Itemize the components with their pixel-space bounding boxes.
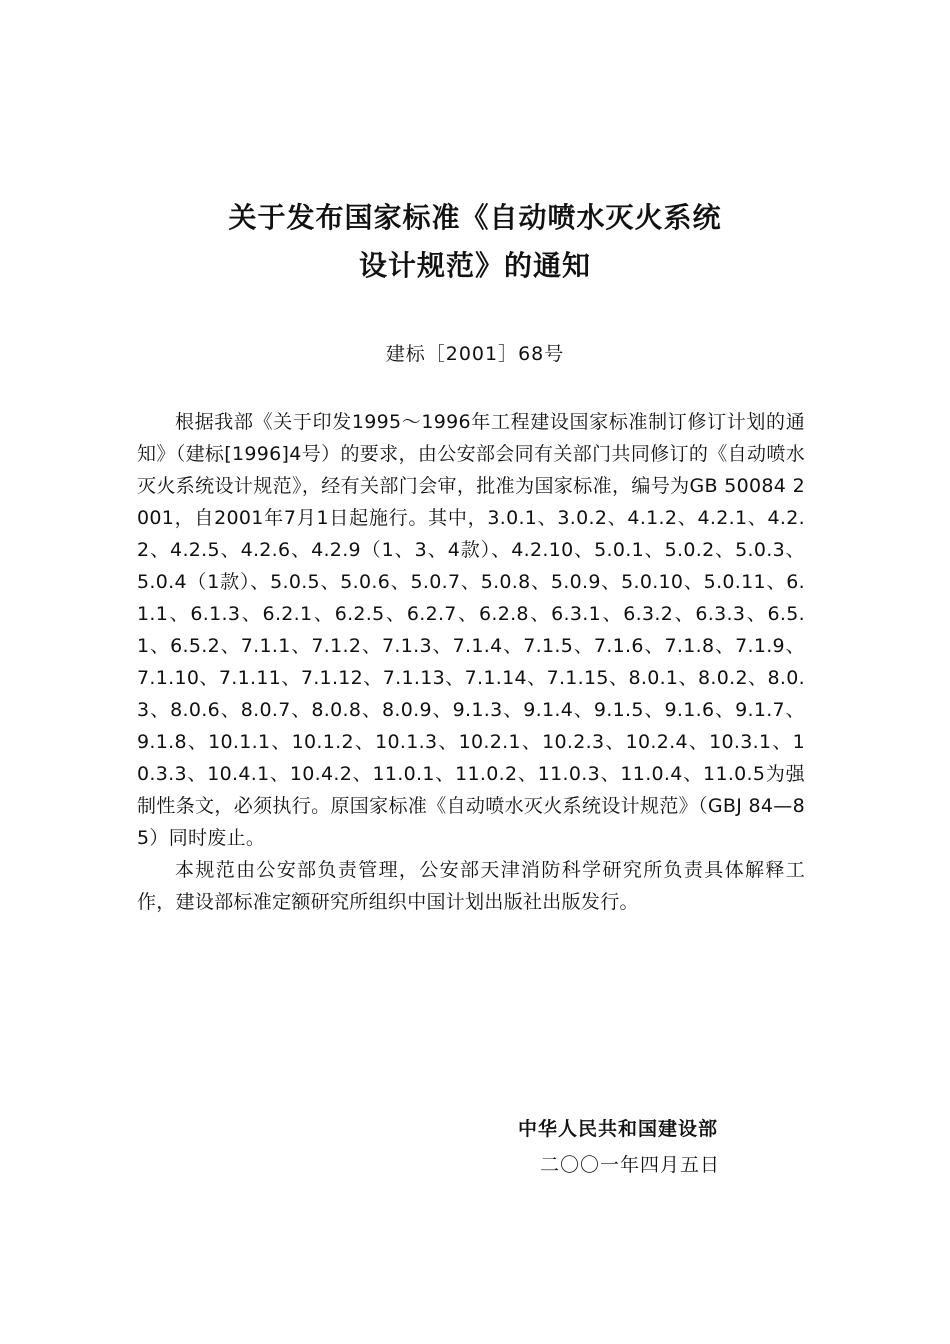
document-body (137, 406, 805, 918)
document-title-line-1: 关于发布国家标准《自动喷水灭火系统 (228, 201, 722, 234)
body-paragraph-2: 本规范由公安部负责管理，公安部天津消防科学研究所负责具体解释工作，建设部标准定额研究所组织中国计划出版社出版发行。 (137, 859, 805, 913)
document-title-line-2: 设计规范》的通知 (358, 249, 591, 282)
signature-date: 二〇〇一年四月五日 (540, 1154, 721, 1176)
signature-organization: 中华人民共和国建设部 (518, 1118, 719, 1140)
body-paragraph-1: 根据我部《关于印发1995～1996年工程建设国家标准制订修订计划的通知》（建标[1996]4号）的要求，由公安部会同有关部门共同修订的《自动喷水灭火系统设计规范》，经有关部门会审，批准为国家标准，编号为GB 50084 2001，自2001年7月1日起施行。其中，3.0.1、3.0.2、4.1.2、4.2.1、4.2.2、4.2.5、4.2.6、4.2.9（1、3、4款）、4.2.10、5.0.1、5.0.2、5.0.3、5.0.4（1款）、5.0.5、5.0.6、5.0.7、5.0.8、5.0.9、5.0.10、5.0.11、6.1.1、6.1.3、6.2.1、6.2.5、6.2.7、6.2.8、6.3.1、6.3.2、6.3.3、6.5.1、6.5.2、7.1.1、7.1.2、7.1.3、7.1.4、7.1.5、7.1.6、7.1.8、7.1.9、7.1.10、7.1.11、7.1.12、7.1.13、7.1.14、7.1.15、8.0.1、8.0.2、8.0.3、8.0.6、8.0.7、8.0.8、8.0.9、9.1.3、9.1.4、9.1.5、9.1.6、9.1.7、9.1.8、10.1.1、10.1.2、10.1.3、10.2.1、10.2.3、10.2.4、10.3.1、10.3.3、10.4.1、10.4.2、11.0.1、11.0.2、11.0.3、11.0.4、11.0.5为强制性条文，必须执行。原国家标准《自动喷水灭火系统设计规范》（GBJ 84—85）同时废止。 (137, 411, 805, 849)
document-number: 建标［2001］68号 (385, 343, 565, 365)
